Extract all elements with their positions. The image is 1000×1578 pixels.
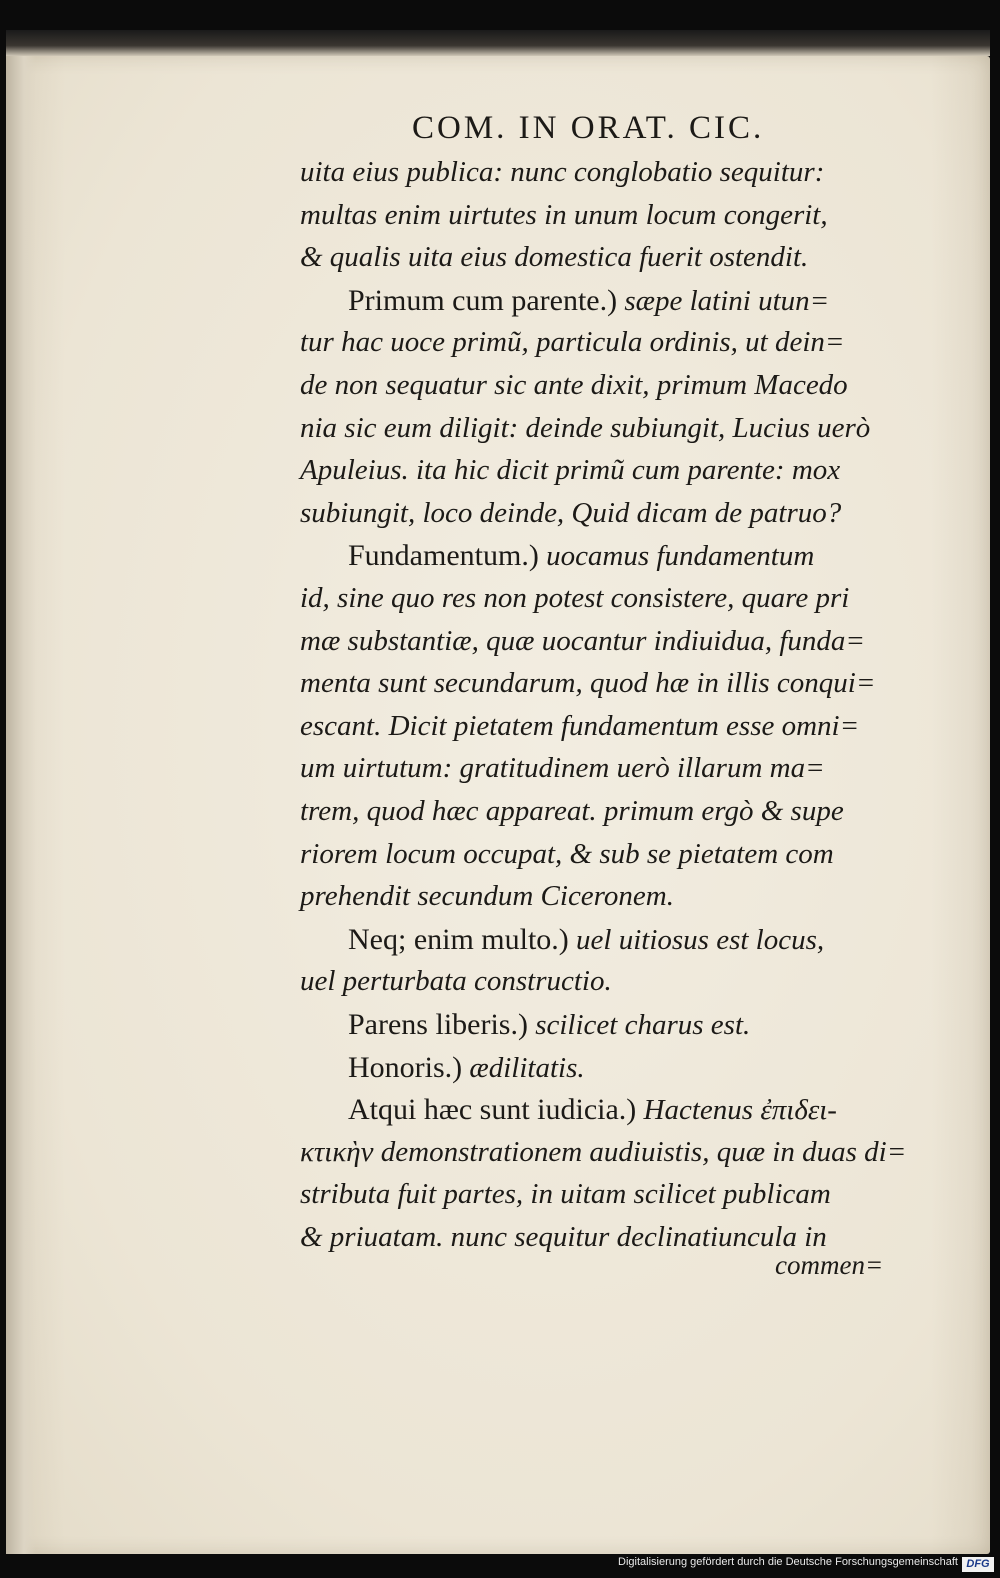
text-line	[348, 284, 829, 318]
text-line	[300, 752, 825, 785]
line-text: trem, quod hæc appareat. primum ergò & supe	[300, 795, 844, 827]
text-line	[300, 497, 841, 530]
text-line	[300, 965, 612, 998]
text-line	[348, 923, 824, 957]
text-line	[300, 710, 859, 743]
running-head: COM. IN ORAT. CIC.	[412, 110, 765, 146]
line-text: de non sequatur sic ante dixit, primum Macedo	[300, 369, 848, 401]
page-top-edge	[6, 30, 990, 56]
line-text: Hactenus ἐπιδει-	[636, 1094, 837, 1127]
line-text: uel perturbata constructio.	[300, 965, 612, 998]
text-line	[300, 454, 840, 487]
line-text: riorem locum occupat, & sub se pietatem com	[300, 837, 834, 870]
text-line	[300, 582, 849, 615]
text-line	[348, 1093, 837, 1127]
line-text: subiungit, loco deinde, Quid dicam de patruo?	[300, 496, 842, 529]
line-text: uel uitiosus est locus,	[568, 923, 825, 956]
text-line	[300, 369, 848, 402]
text-line	[300, 1136, 906, 1169]
line-text: stributa fuit partes, in uitam scilicet publicam	[300, 1178, 831, 1211]
line-text: prehendit secundum Ciceronem.	[300, 880, 674, 913]
line-text: multas enim uirtutes in unum locum congerit,	[300, 198, 828, 231]
lemma: Primum cum parente.)	[348, 283, 618, 317]
line-text: uocamus fundamentum	[538, 540, 815, 573]
line-text: escant. Dicit pietatem fundamentum esse omni=	[300, 709, 860, 742]
catchword: commen=	[775, 1250, 884, 1280]
text-line	[300, 1221, 827, 1254]
line-text: κτικὴν demonstrationem audiuistis, quæ in duas di=	[300, 1135, 907, 1168]
text-line	[300, 625, 865, 658]
lemma: Fundamentum.)	[348, 539, 539, 573]
line-text: tur hac uoce primũ, particula ordinis, ut dein=	[300, 326, 845, 359]
text-line	[300, 199, 828, 232]
text-line	[348, 1051, 585, 1085]
line-text: mæ substantiæ, quæ uocantur indiuidua, funda=	[300, 624, 865, 657]
line-text: & priuatam. nunc sequitur declinatiuncula in	[300, 1221, 827, 1253]
text-line	[300, 156, 824, 189]
lemma: Honoris.)	[348, 1050, 463, 1084]
text-line	[300, 412, 870, 445]
line-text: uita eius publica: nunc conglobatio sequitur:	[300, 156, 825, 188]
text-line	[300, 838, 834, 871]
text-line	[300, 667, 875, 700]
text-line	[300, 795, 844, 828]
text-line	[348, 1008, 750, 1042]
line-text: id, sine quo res non potest consistere, quare pri	[300, 582, 850, 614]
line-text: um uirtutum: gratitudinem uerò illarum ma=	[300, 752, 825, 785]
dfg-logo: DFG	[962, 1557, 994, 1572]
line-text: Apuleius. ita hic dicit primũ cum parente: mox	[300, 454, 841, 487]
lemma: Neq; enim multo.)	[348, 922, 569, 956]
line-text: nia sic eum diligit: deinde subiungit, Lucius uerò	[300, 411, 871, 444]
text-line	[300, 326, 845, 359]
funding-credit: Digitalisierung gefördert durch die Deutsche Forschungsgemeinschaft	[618, 1556, 958, 1568]
lemma: Atqui hæc sunt iudicia.)	[348, 1093, 637, 1127]
text-line	[300, 241, 808, 274]
text-line	[348, 539, 814, 573]
page-gutter-shadow	[6, 56, 36, 1554]
text-line	[300, 1178, 831, 1211]
line-text: ædilitatis.	[462, 1051, 585, 1084]
line-text: scilicet charus est.	[527, 1009, 751, 1041]
text-line	[300, 880, 674, 913]
line-text: menta sunt secundarum, quod hæ in illis conqui=	[300, 667, 876, 700]
line-text: sæpe latini utun=	[617, 284, 830, 317]
lemma: Parens liberis.)	[348, 1008, 528, 1041]
line-text: & qualis uita eius domestica fuerit ostendit.	[300, 241, 809, 274]
